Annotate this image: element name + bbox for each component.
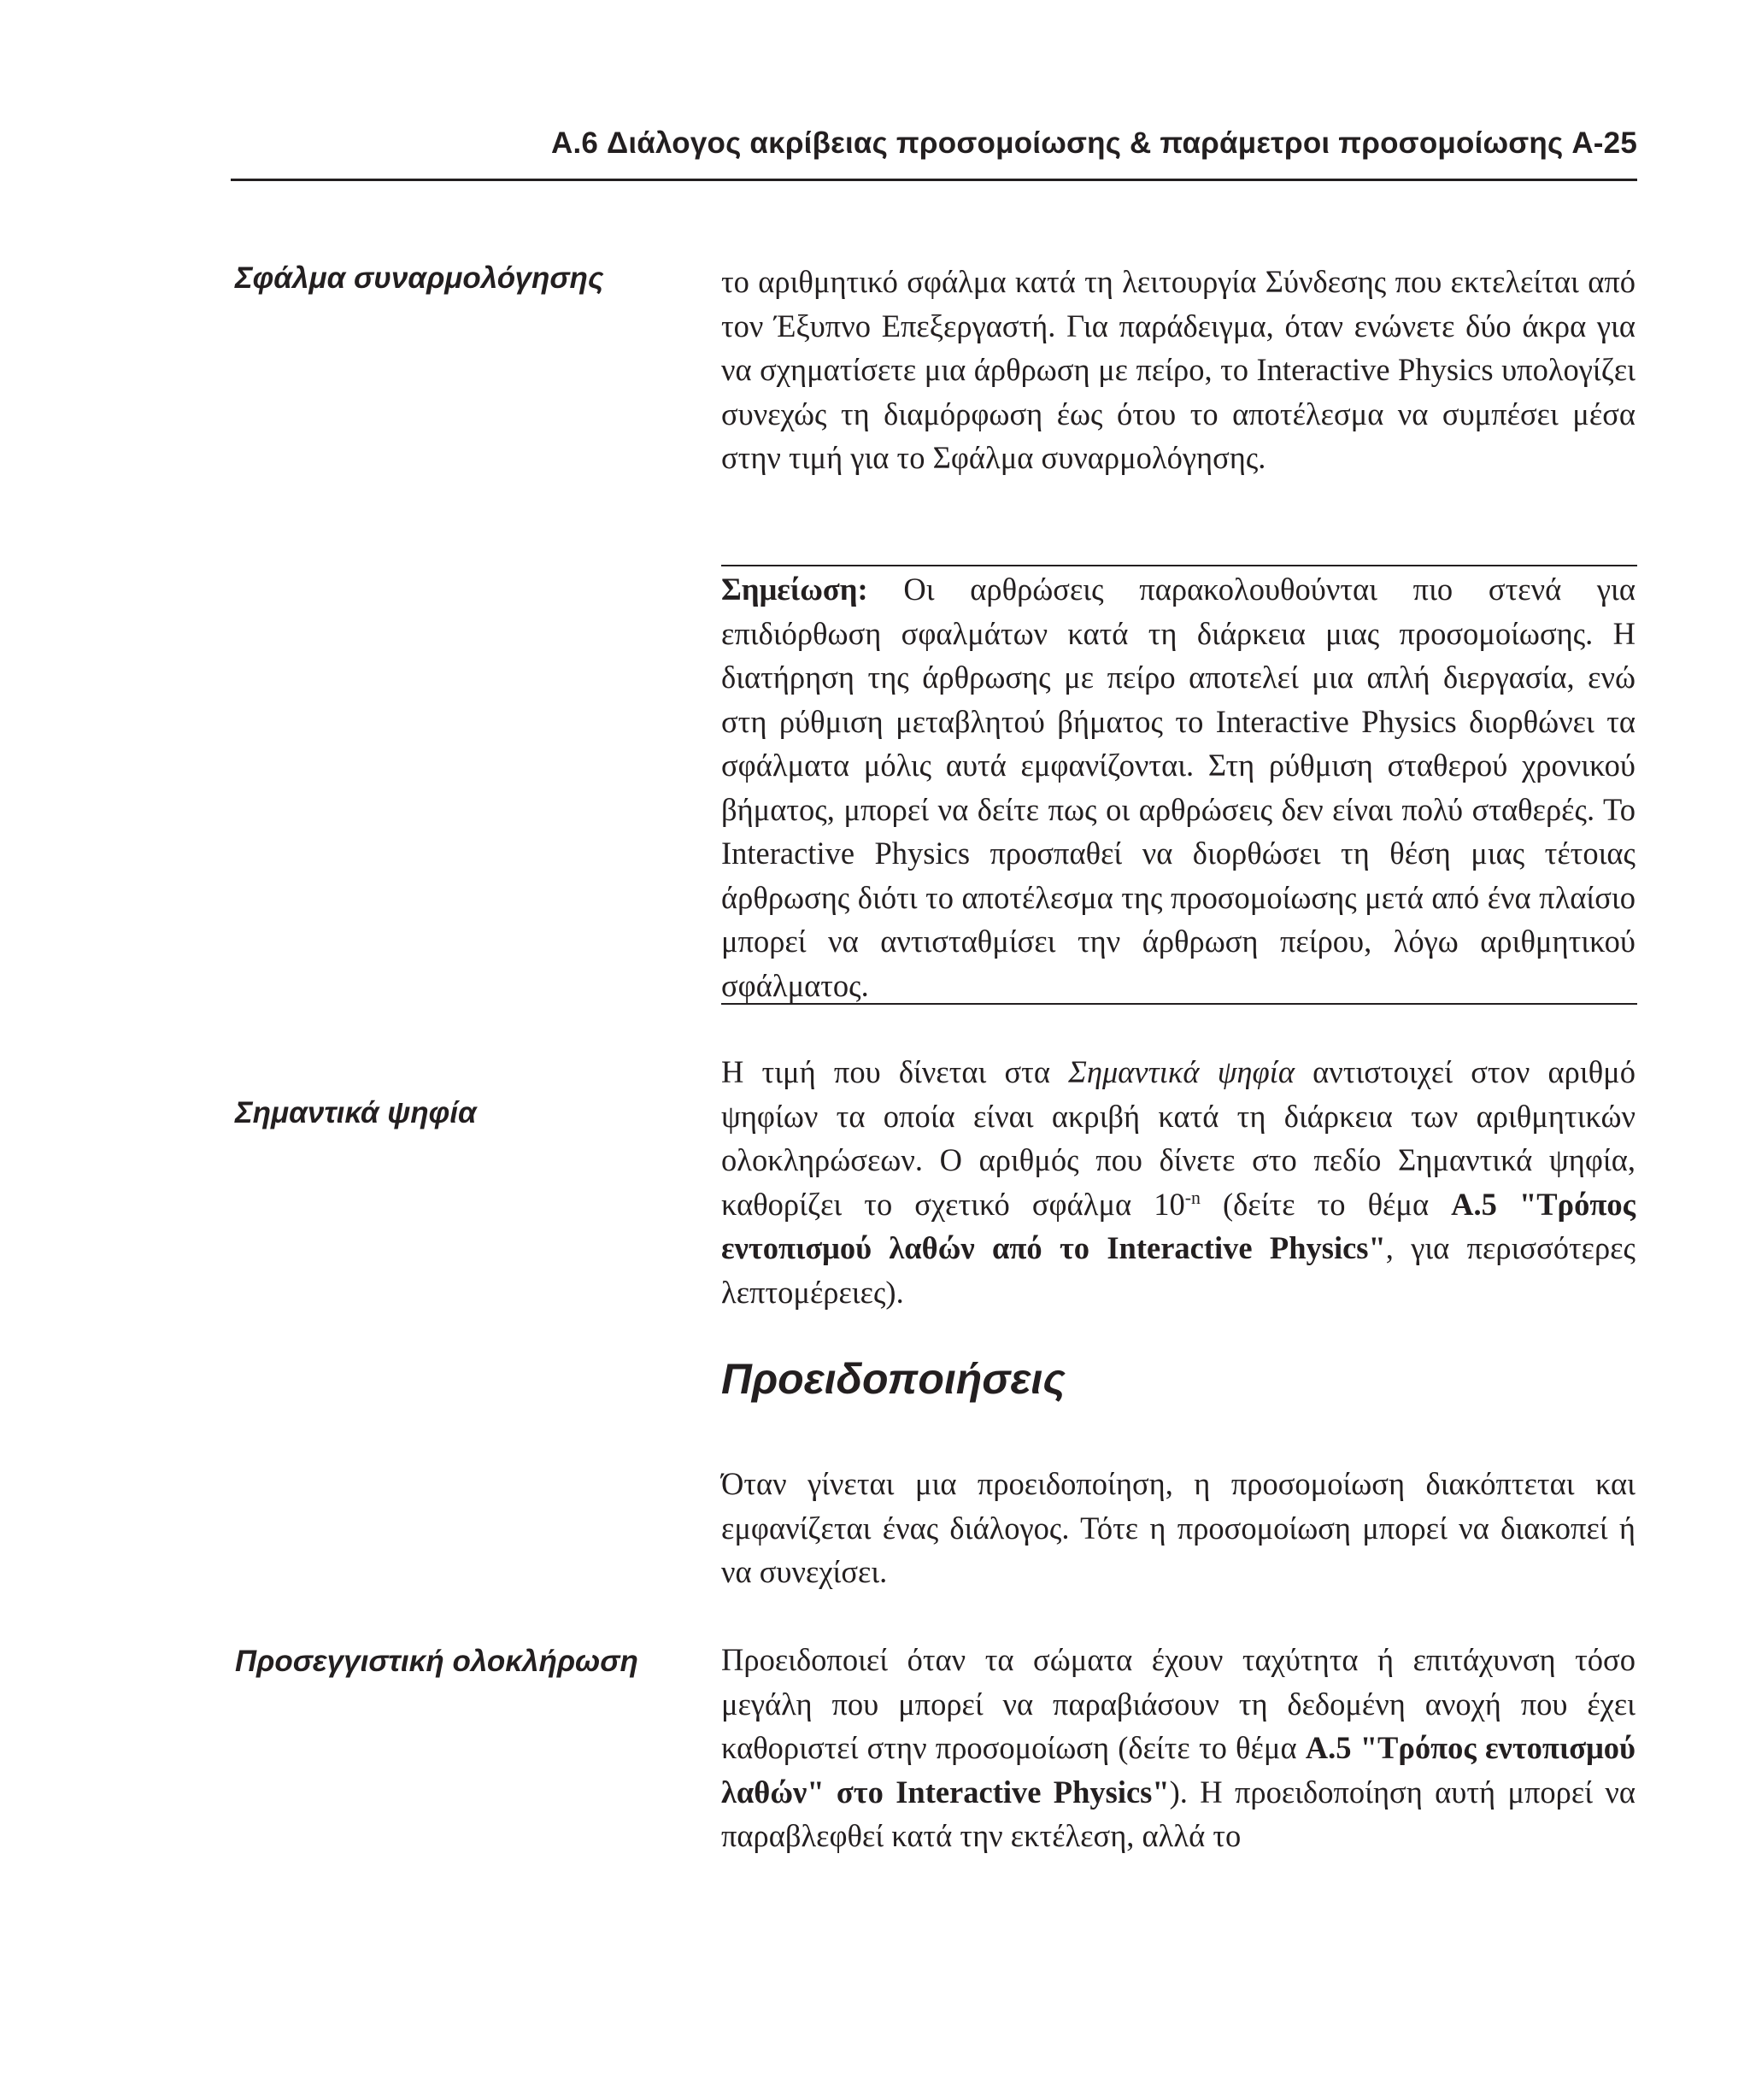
header-rule xyxy=(231,179,1637,181)
ai-text-2: ). Η προειδοποίηση αυτή μπορεί να παραβλεφθεί κατά την εκτέλεση, αλλά το xyxy=(721,1774,1635,1853)
note-text xyxy=(721,567,1635,1007)
approximate-integration-text xyxy=(721,1638,1635,1858)
sd-text-2: αντιστοιχεί στον αριθμό ψηφίων τα οποία είναι ακριβή κατά τη διάρκεια των αριθμητικών ολοκληρώσεων. Ο αριθμός που δίνετε στο πεδίο Σημαντικά ψηφία, καθορίζει το σχετικό σφάλμα 10 xyxy=(721,1054,1635,1222)
sd-text-1: Η τιμή που δίνεται στα xyxy=(721,1054,1069,1089)
paragraph-assembly-error xyxy=(721,260,1635,480)
sd-text-italic: Σημαντικά ψηφία xyxy=(1068,1054,1295,1089)
ai-text-bold: A.5 "Τρόπος εντοπισμού λαθών" στο Interactive Physics" xyxy=(721,1730,1635,1810)
warnings-text: Όταν γίνεται μια προειδοποίηση, η προσομοίωση διακόπτεται και εμφανίζεται ένας διάλογος. Τότε η προσομοίωση μπορεί να διακοπεί ή να συνεχίσει. xyxy=(721,1466,1635,1589)
note-top-rule xyxy=(721,565,1637,566)
note-label: Σημείωση: xyxy=(721,572,868,607)
label-significant-digits: Σημαντικά ψηφία xyxy=(235,1096,477,1129)
running-header: A.6 Διάλογος ακρίβειας προσομοίωσης & παράμετροι προσομοίωσης A-25 xyxy=(551,126,1637,160)
note-body: Οι αρθρώσεις παρακολουθούνται πιο στενά για επιδιόρθωση σφαλμάτων κατά τη διάρκεια μιας προσομοίωσης. Η διατήρηση της άρθρωσης με πείρο αποτελεί μια απλή διεργασία, ενώ στη ρύθμιση μεταβλητού βήματος το Interactive Physics διορθώνει τα σφάλματα μόλις αυτά εμφανίζονται. Στη ρύθμιση σταθερού χρονικού βήματος, μπορεί να δείτε πως οι αρθρώσεις δεν είναι πολύ σταθερές. Το Interactive Physics προσπαθεί να διορθώσει τη θέση μιας τέτοιας άρθρωσης διότι το αποτέλεσμα της προσομοίωσης μετά από ένα πλαίσιο μπορεί να αντισταθμίσει την άρθρωση πείρου, λόγω αριθμητικού σφάλματος. xyxy=(721,572,1635,1003)
paragraph-significant-digits xyxy=(721,1050,1635,1314)
label-approximate-integration: Προσεγγιστική ολοκλήρωση xyxy=(235,1645,638,1678)
sd-superscript: -n xyxy=(1184,1186,1201,1208)
sd-text-3: (δείτε το θέμα xyxy=(1200,1186,1452,1222)
section-heading-warnings: Προειδοποιήσεις xyxy=(721,1355,1066,1403)
significant-digits-text xyxy=(721,1050,1635,1314)
note-box xyxy=(721,567,1635,1007)
label-assembly-error: Σφάλμα συναρμολόγησης xyxy=(235,261,604,295)
sd-text-4: , για περισσότερες λεπτομέρειες). xyxy=(721,1230,1635,1310)
paragraph-approximate-integration xyxy=(721,1638,1635,1858)
sd-text-bold: A.5 "Τρόπος εντοπισμού λαθών από το Interactive Physics" xyxy=(721,1186,1635,1265)
ai-text-1: Προειδοποιεί όταν τα σώματα έχουν ταχύτητα ή επιτάχυνση τόσο μεγάλη που μπορεί να παραβιάσουν τη δεδομένη ανοχή που έχει καθοριστεί στην προσομοίωση (δείτε το θέμα xyxy=(721,1642,1635,1765)
paragraph-warnings xyxy=(721,1462,1635,1594)
assembly-error-text: το αριθμητικό σφάλμα κατά τη λειτουργία Σύνδεσης που εκτελείται από τον Έξυπνο Επεξεργαστή. Για παράδειγμα, όταν ενώνετε δύο άκρα για να σχηματίσετε μια άρθρωση με πείρο, το Interactive Physics υπολογίζει συνεχώς τη διαμόρφωση έως ότου το αποτέλεσμα να συμπέσει μέσα στην τιμή για το Σφάλμα συναρμολόγησης. xyxy=(721,264,1635,475)
note-bottom-rule xyxy=(721,1003,1637,1005)
